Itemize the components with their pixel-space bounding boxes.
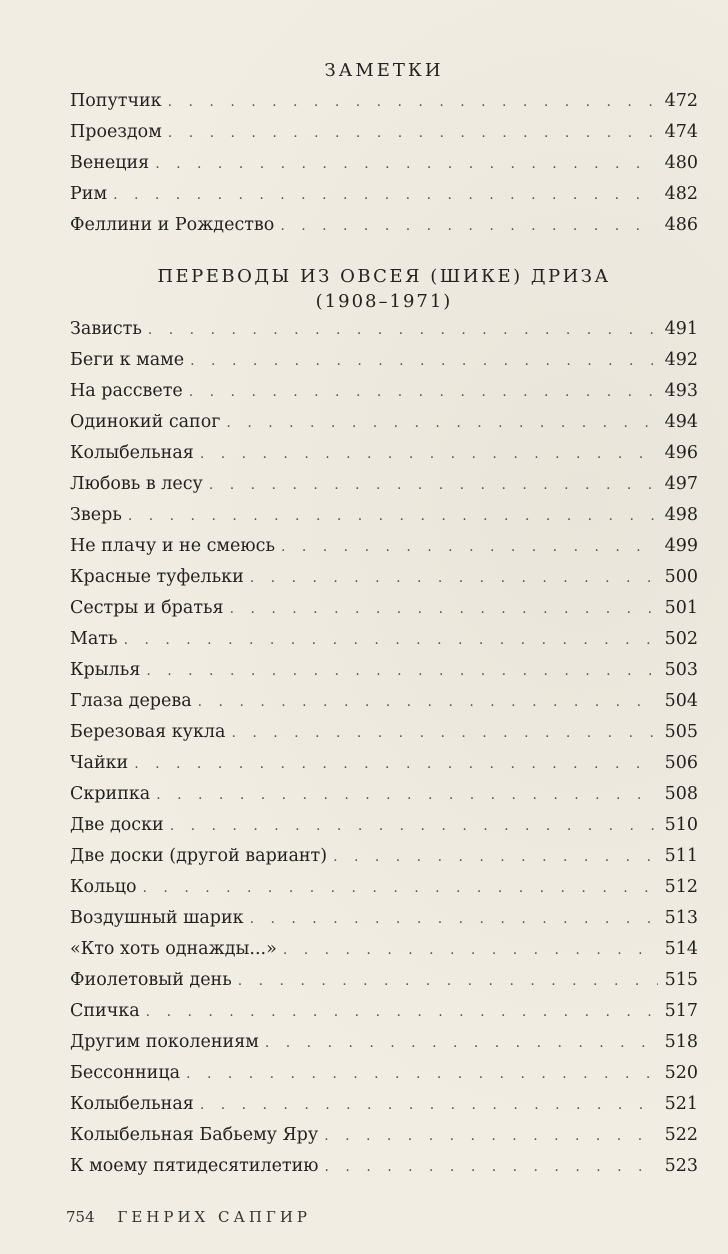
toc-entry-page: 486 — [664, 215, 698, 235]
toc-entry — [70, 810, 698, 841]
toc-entry-title: Колыбельная Бабьему Яру — [70, 1125, 319, 1145]
toc-dot-leader — [200, 439, 658, 470]
toc-entry — [70, 438, 698, 469]
toc-dot-leader — [200, 1090, 658, 1121]
toc-dot-leader — [209, 470, 658, 501]
toc-list-notes — [70, 86, 698, 241]
toc-entry — [70, 996, 698, 1027]
toc-dot-leader — [324, 1121, 658, 1152]
toc-entry-title: Феллини и Рождество — [70, 215, 275, 235]
toc-dot-leader — [128, 501, 658, 532]
toc-entry-title: Зверь — [70, 505, 122, 525]
toc-dot-leader — [283, 935, 658, 966]
toc-entry — [70, 210, 698, 241]
toc-dot-leader — [250, 563, 658, 594]
toc-entry-title: Колыбельная — [70, 1094, 194, 1114]
toc-entry-title: Бессонница — [70, 1063, 181, 1083]
toc-dot-leader — [325, 1152, 658, 1183]
toc-dot-leader — [134, 749, 658, 780]
toc-dot-leader — [155, 149, 658, 180]
toc-entry-page: 474 — [664, 122, 698, 142]
toc-entry-title: Березовая кукла — [70, 722, 226, 742]
toc-entry-page: 515 — [664, 970, 698, 990]
toc-entry-title: Проездом — [70, 122, 162, 142]
toc-entry — [70, 748, 698, 779]
toc-entry — [70, 903, 698, 934]
running-footer — [66, 1208, 311, 1226]
toc-entry-page: 496 — [664, 443, 698, 463]
toc-entry-title: Воздушный шарик — [70, 908, 244, 928]
toc-entry — [70, 593, 698, 624]
toc-entry-title: Крылья — [70, 660, 141, 680]
toc-entry-title: Зависть — [70, 319, 142, 339]
toc-dot-leader — [186, 1059, 658, 1090]
toc-entry — [70, 872, 698, 903]
toc-entry — [70, 500, 698, 531]
toc-entry-page: 513 — [664, 908, 698, 928]
toc-entry-page: 498 — [664, 505, 698, 525]
toc-entry — [70, 314, 698, 345]
toc-entry — [70, 1120, 698, 1151]
toc-entry-page: 512 — [664, 877, 698, 897]
toc-entry-title: Сестры и братья — [70, 598, 224, 618]
toc-entry-page: 497 — [664, 474, 698, 494]
toc-entry-page: 511 — [664, 846, 698, 866]
toc-dot-leader — [265, 1028, 658, 1059]
toc-entry — [70, 717, 698, 748]
toc-entry-page: 503 — [664, 660, 698, 680]
toc-entry — [70, 1089, 698, 1120]
toc-entry-page: 480 — [664, 153, 698, 173]
toc-entry — [70, 407, 698, 438]
toc-entry-title: Одинокий сапог — [70, 412, 221, 432]
toc-dot-leader — [280, 211, 658, 242]
toc-entry-page: 508 — [664, 784, 698, 804]
toc-entry-page: 501 — [664, 598, 698, 618]
toc-entry — [70, 148, 698, 179]
toc-entry-title: Две доски — [70, 815, 164, 835]
toc-entry — [70, 376, 698, 407]
toc-dot-leader — [250, 904, 658, 935]
toc-entry-page: 520 — [664, 1063, 698, 1083]
toc-entry — [70, 655, 698, 686]
toc-dot-leader — [143, 873, 658, 904]
section-subtitle-years: (1908–1971) — [315, 291, 453, 312]
toc-entry — [70, 779, 698, 810]
toc-entry-page: 506 — [664, 753, 698, 773]
toc-entry-page: 505 — [664, 722, 698, 742]
toc-entry-page: 482 — [664, 184, 698, 204]
toc-entry-title: Другим поколениям — [70, 1032, 259, 1052]
toc-entry-title: К моему пятидесятилетию — [70, 1156, 319, 1176]
toc-entry — [70, 934, 698, 965]
toc-dot-leader — [156, 780, 658, 811]
toc-dot-leader — [238, 966, 658, 997]
toc-entry-page: 493 — [664, 381, 698, 401]
toc-entry-title: «Кто хоть однажды...» — [70, 939, 277, 959]
toc-entry-title: Попутчик — [70, 91, 162, 111]
toc-entry-title: Мать — [70, 629, 118, 649]
toc-entry-page: 517 — [664, 1001, 698, 1021]
toc-entry-page: 518 — [664, 1032, 698, 1052]
toc-entry — [70, 179, 698, 210]
toc-dot-leader — [146, 997, 658, 1028]
toc-entry-title: На рассвете — [70, 381, 183, 401]
toc-dot-leader — [198, 687, 658, 718]
toc-entry-page: 523 — [664, 1156, 698, 1176]
toc-entry — [70, 1151, 698, 1182]
toc-list-translations — [70, 314, 698, 1182]
toc-entry — [70, 117, 698, 148]
toc-entry-page: 492 — [664, 350, 698, 370]
toc-entry — [70, 531, 698, 562]
toc-dot-leader — [333, 842, 658, 873]
toc-dot-leader — [170, 811, 658, 842]
toc-dot-leader — [113, 180, 658, 211]
toc-entry-title: Любовь в лесу — [70, 474, 203, 494]
toc-entry-page: 514 — [664, 939, 698, 959]
section-title-translations: ПЕРЕВОДЫ ИЗ ОВСЕЯ (ШИКЕ) ДРИЗА — [157, 266, 611, 287]
toc-entry-page: 522 — [664, 1125, 698, 1145]
toc-entry-title: Фиолетовый день — [70, 970, 232, 990]
toc-entry — [70, 841, 698, 872]
toc-entry — [70, 686, 698, 717]
toc-entry — [70, 345, 698, 376]
toc-dot-leader — [146, 656, 658, 687]
toc-entry — [70, 624, 698, 655]
toc-dot-leader — [281, 532, 658, 563]
footer-author: ГЕНРИХ САПГИР — [117, 1208, 312, 1226]
toc-dot-leader — [168, 118, 658, 149]
section-title-notes: ЗАМЕТКИ — [324, 60, 444, 81]
toc-entry-title: Кольцо — [70, 877, 137, 897]
toc-entry — [70, 1058, 698, 1089]
toc-entry-page: 499 — [664, 536, 698, 556]
toc-entry-title: Рим — [70, 184, 108, 204]
toc-entry-page: 510 — [664, 815, 698, 835]
toc-entry-title: Скрипка — [70, 784, 151, 804]
toc-entry-title: Красные туфельки — [70, 567, 244, 587]
toc-entry-page: 472 — [664, 91, 698, 111]
toc-entry-title: Не плачу и не смеюсь — [70, 536, 275, 556]
toc-entry-page: 521 — [664, 1094, 698, 1114]
toc-dot-leader — [231, 718, 658, 749]
toc-entry-title: Спичка — [70, 1001, 140, 1021]
toc-dot-leader — [230, 594, 658, 625]
toc-entry-page: 504 — [664, 691, 698, 711]
toc-entry-title: Глаза дерева — [70, 691, 192, 711]
toc-entry — [70, 86, 698, 117]
toc-entry-title: Колыбельная — [70, 443, 194, 463]
toc-entry — [70, 1027, 698, 1058]
toc-entry-page: 502 — [664, 629, 698, 649]
footer-page-number: 754 — [66, 1208, 95, 1226]
toc-dot-leader — [226, 408, 658, 439]
toc-entry — [70, 562, 698, 593]
toc-dot-leader — [189, 377, 658, 408]
toc-entry-page: 491 — [664, 319, 698, 339]
toc-dot-leader — [124, 625, 658, 656]
toc-dot-leader — [190, 346, 658, 377]
toc-entry-page: 494 — [664, 412, 698, 432]
toc-entry-title: Две доски (другой вариант) — [70, 846, 328, 866]
toc-entry-title: Беги к маме — [70, 350, 185, 370]
toc-dot-leader — [168, 87, 658, 118]
toc-entry-page: 500 — [664, 567, 698, 587]
toc-entry-title: Чайки — [70, 753, 129, 773]
toc-entry — [70, 469, 698, 500]
toc-entry — [70, 965, 698, 996]
toc-dot-leader — [148, 315, 658, 346]
toc-entry-title: Венеция — [70, 153, 150, 173]
